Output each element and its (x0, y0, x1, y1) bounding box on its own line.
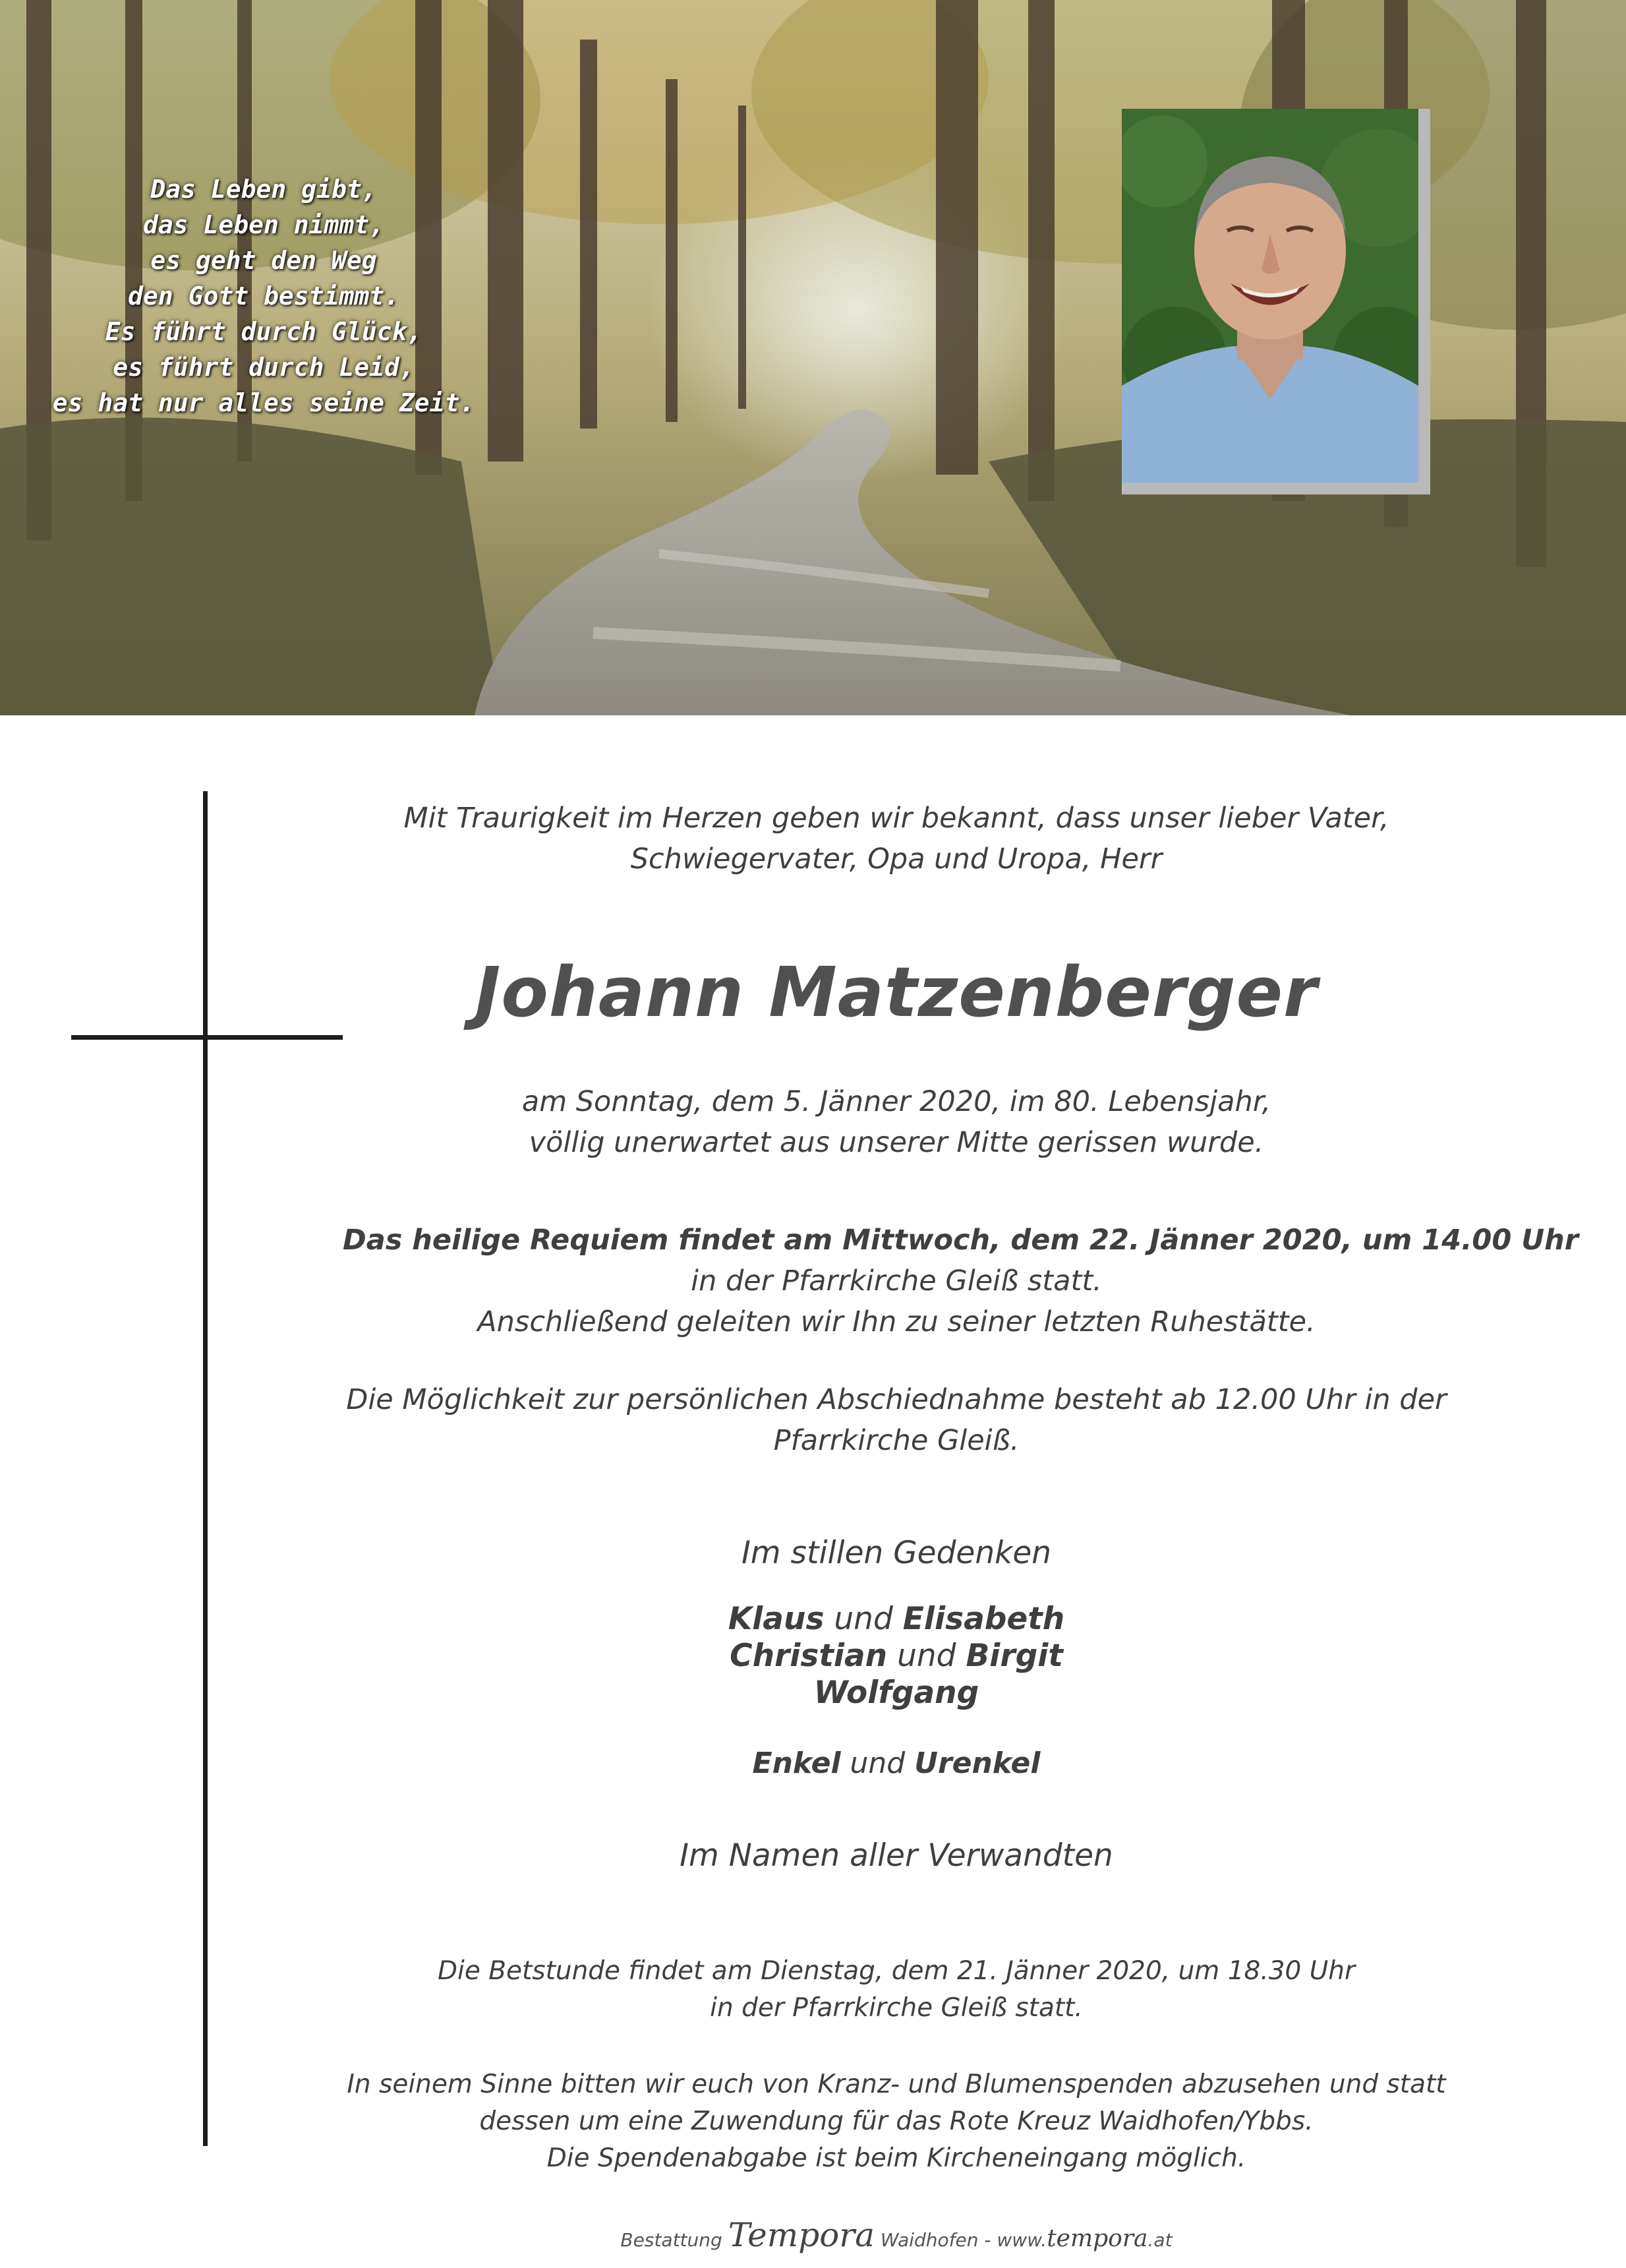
forest-path-background (0, 0, 1626, 715)
cross-horizontal-beam (71, 1035, 343, 1040)
intro-line: Schwiegervater, Opa und Uropa, Herr (630, 843, 1163, 876)
footer-suffix: .at (1147, 2229, 1173, 2251)
grandchildren-conj: und (850, 1746, 906, 1780)
farewell-line: Die Möglichkeit zur persönlichen Abschiednahme besteht ab 12.00 Uhr in der (346, 1383, 1447, 1416)
grandchildren-label: Enkel (752, 1746, 841, 1780)
portrait-frame (1122, 109, 1430, 494)
family-name: Wolfgang (813, 1675, 979, 1711)
poem-line: Es führt durch Glück, (105, 317, 422, 346)
requiem-headline: Das heilige Requiem findet am Mittwoch, dem 22. Jänner 2020, um 14.00 Uhr (343, 1224, 1579, 1257)
relatives-phrase: Im Namen aller Verwandten (680, 1837, 1113, 1874)
funeral-home-footer (343, 2215, 1450, 2260)
requiem-line: Anschließend geleiten wir Ihn zu seiner letzten Ruhestätte. (477, 1305, 1316, 1338)
poem-line: es geht den Weg (150, 246, 377, 275)
donation-line: In seinem Sinne bitten wir euch von Kranz- und Blumenspenden abzusehen und statt (347, 2070, 1446, 2099)
poem-line: den Gott bestimmt. (128, 282, 399, 311)
funeral-home-logo-text: Tempora (728, 2216, 875, 2254)
announcement-intro (343, 798, 1450, 880)
poem-quote (40, 171, 488, 421)
family-list (343, 1601, 1450, 1712)
great-grandchildren-label: Urenkel (914, 1746, 1041, 1780)
intro-line: Mit Traurigkeit im Herzen geben wir bekannt, dass unser lieber Vater, (403, 802, 1389, 835)
family-conj: und (897, 1638, 956, 1674)
prayer-hour-info (343, 1953, 1450, 2027)
donation-line: Die Spendenabgabe ist beim Kircheneingang möglich. (546, 2143, 1246, 2173)
portrait-photo (1122, 109, 1418, 483)
death-notice (343, 1081, 1450, 1163)
donation-request (343, 2066, 1450, 2177)
family-name: Christian (730, 1638, 888, 1674)
family-conj: und (834, 1601, 893, 1637)
prayer-line: Die Betstunde findet am Dienstag, dem 21. Jänner 2020, um 18.30 Uhr (437, 1956, 1356, 1986)
requiem-line: in der Pfarrkirche Gleiß statt. (691, 1265, 1102, 1298)
prayer-line: in der Pfarrkirche Gleiß statt. (710, 1993, 1083, 2023)
poem-line: es führt durch Leid, (113, 353, 415, 382)
family-name: Klaus (728, 1601, 825, 1637)
deceased-name: Johann Matzenberger (475, 952, 1318, 1032)
donation-line: dessen um eine Zuwendung für das Rote Kreuz Waidhofen/Ybbs. (479, 2106, 1314, 2136)
mourning-phrase: Im stillen Gedenken (741, 1535, 1052, 1571)
footer-url-brand: tempora (1047, 2225, 1148, 2252)
footer-middle: Waidhofen - www. (880, 2229, 1047, 2251)
poem-line: das Leben nimmt, (142, 210, 385, 239)
farewell-info (343, 1379, 1450, 1461)
grandchildren (343, 1745, 1450, 1782)
cross-vertical-beam (203, 791, 208, 2146)
poem-line: es hat nur alles seine Zeit. (52, 388, 475, 417)
family-row (343, 1638, 1450, 1675)
family-name: Birgit (966, 1638, 1063, 1674)
family-name: Elisabeth (902, 1601, 1065, 1637)
requiem-info (343, 1220, 1579, 1342)
death-line: völlig unerwartet aus unserer Mitte gerissen wurde. (529, 1126, 1264, 1159)
family-row (343, 1601, 1450, 1638)
footer-prefix: Bestattung (620, 2229, 722, 2251)
death-line: am Sonntag, dem 5. Jänner 2020, im 80. Lebensjahr, (521, 1085, 1271, 1118)
poem-line: Das Leben gibt, (150, 175, 377, 204)
farewell-line: Pfarrkirche Gleiß. (773, 1424, 1020, 1457)
